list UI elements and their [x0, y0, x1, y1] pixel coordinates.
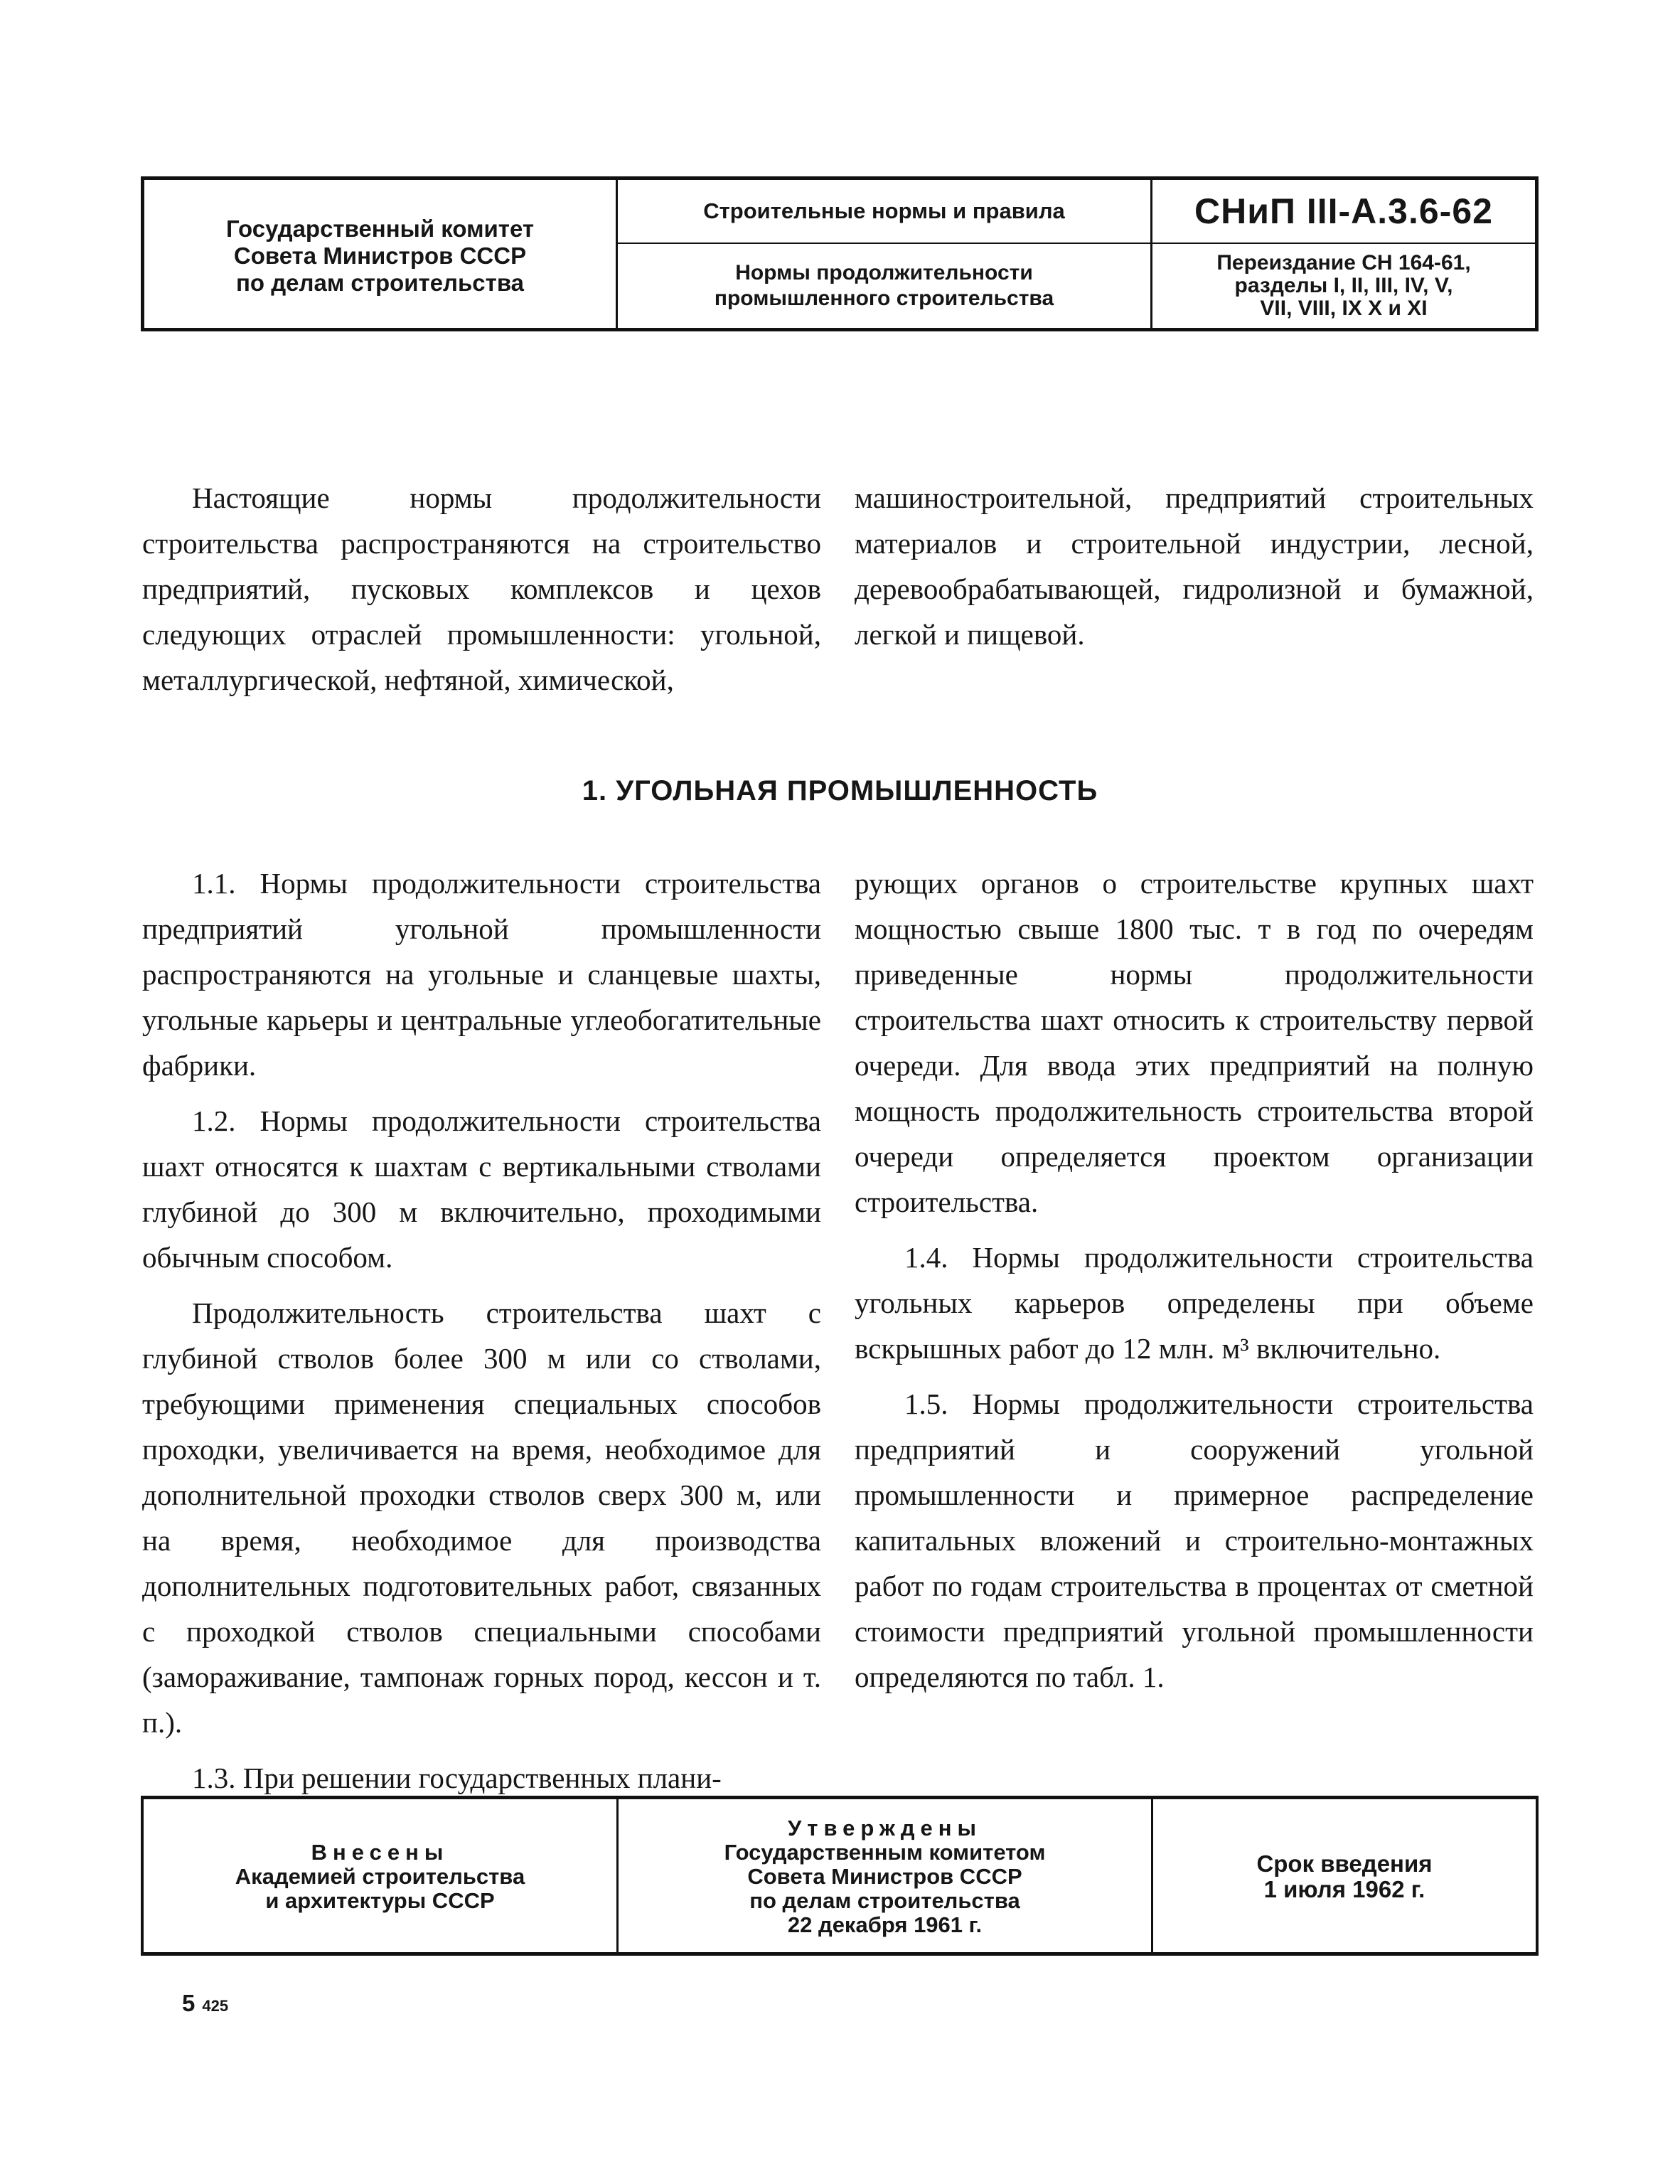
header-code-cell — [1152, 180, 1535, 328]
page-number — [182, 1990, 228, 2017]
clause-1-2: 1.2. Нормы продолжительности строительства шахт относятся к шахтам с вертикальными стволами глубиной до 300 м включительно, проходимыми обычным способом. — [142, 1104, 821, 1274]
approved-by-line: по делам строительства — [749, 1888, 1020, 1913]
approved-label: Утверждены — [788, 1816, 982, 1841]
footer-bottom-rule — [141, 1952, 1539, 1956]
intro-paragraph-continued: машиностроительной, предприятий строительных материалов и строительной индустрии, лесной, деревообрабатывающей, гидролизной и бумажной, легкой и пищевой. — [855, 481, 1534, 651]
effective-label: Срок введения — [1256, 1850, 1433, 1877]
committee-line: по делам строительства — [235, 270, 525, 296]
approved-by-line: Совета Министров СССР — [747, 1864, 1022, 1889]
document-title — [618, 244, 1150, 328]
reissue-line: VII, VIII, IX X и XI — [1260, 297, 1428, 320]
footer-table — [141, 1799, 1539, 1954]
effective-date: 1 июля 1962 г. — [1263, 1876, 1425, 1902]
clause-1-4: 1.4. Нормы продолжительности строительства угольных карьеров определены при объеме вскрышных работ до 12 млн. м³ включительно. — [855, 1241, 1534, 1365]
reissue-line: Переиздание СН 164-61, — [1216, 251, 1471, 275]
clause-1-3-start: 1.3. При решении государственных плани- — [192, 1762, 722, 1794]
section-title: 1. УГОЛЬНАЯ ПРОМЫШЛЕННОСТЬ — [582, 775, 1098, 806]
intro-left-column — [142, 475, 821, 703]
clause-1-5: 1.5. Нормы продолжительности строительства предприятий и сооружений угольной промышленности и примерное распределение капитальных вложений и строительно-монтажных работ по годам строительства в процентах от сметной стоимости предприятий угольной промышленности определяются по табл. 1. — [855, 1387, 1534, 1693]
header-table — [141, 176, 1539, 331]
document-title-line: промышленного строительства — [714, 287, 1054, 310]
section-right-column — [855, 861, 1534, 1700]
header-committee-cell — [144, 180, 618, 328]
header-title-cell — [618, 180, 1152, 328]
introduced-by-line: и архитектуры СССР — [265, 1888, 495, 1913]
footer-introduced-cell — [144, 1799, 619, 1954]
section-left-column — [142, 861, 821, 1801]
norms-title: Строительные нормы и правила — [618, 180, 1150, 244]
clause-1-3-continued: рующих органов о строительстве крупных шахт мощностью свыше 1800 тыс. т в год по очередям приведенные нормы продолжительности строительства шахт относить к строительству первой очереди. Для ввода этих предприятий на полную мощность продолжительность строительства второй очереди определяется проектом организации строительства. — [855, 867, 1534, 1218]
intro-paragraph: Настоящие нормы продолжительности строительства распространяются на строительство предприятий, пусковых комплексов и цехов следующих отраслей промышленности: угольной, металлургической, нефтяной, химической, — [142, 481, 821, 696]
committee-line: Совета Министров СССР — [233, 243, 527, 269]
approved-date: 22 декабря 1961 г. — [787, 1912, 983, 1937]
committee-line: Государственный комитет — [225, 215, 535, 242]
document-title-line: Нормы продолжительности — [735, 261, 1033, 284]
print-code: 425 — [202, 1997, 229, 2015]
footer-effective-cell — [1153, 1799, 1536, 1954]
introduced-by-line: Академией строительства — [235, 1864, 525, 1889]
footer-approved-cell — [619, 1799, 1153, 1954]
page-number-value: 5 — [182, 1990, 196, 2016]
introduced-label: Внесены — [311, 1840, 449, 1865]
approved-by-line: Государственным комитетом — [724, 1840, 1046, 1865]
reissue-line: разделы I, II, III, IV, V, — [1234, 274, 1453, 297]
intro-right-column — [855, 475, 1534, 657]
clause-1-1: 1.1. Нормы продолжительности строительства предприятий угольной промышленности распространяются на угольные и сланцевые шахты, угольные карьеры и центральные углеобогатительные фабрики. — [142, 867, 821, 1082]
clause-1-2-continued: Продолжительность строительства шахт с глубиной стволов более 300 м или со стволами, требующими применения специальных способов проходки, увеличивается на время, необходимое для дополнительной проходки стволов сверх 300 м, или на время, необходимое для производства дополнительных подготовительных работ, связанных с проходкой стволов специальными способами (замораживание, тампонаж горных пород, кессон и т. п.). — [142, 1296, 821, 1739]
document-code: СНиП III-А.3.6-62 — [1152, 180, 1535, 244]
reissue-note — [1152, 244, 1535, 328]
